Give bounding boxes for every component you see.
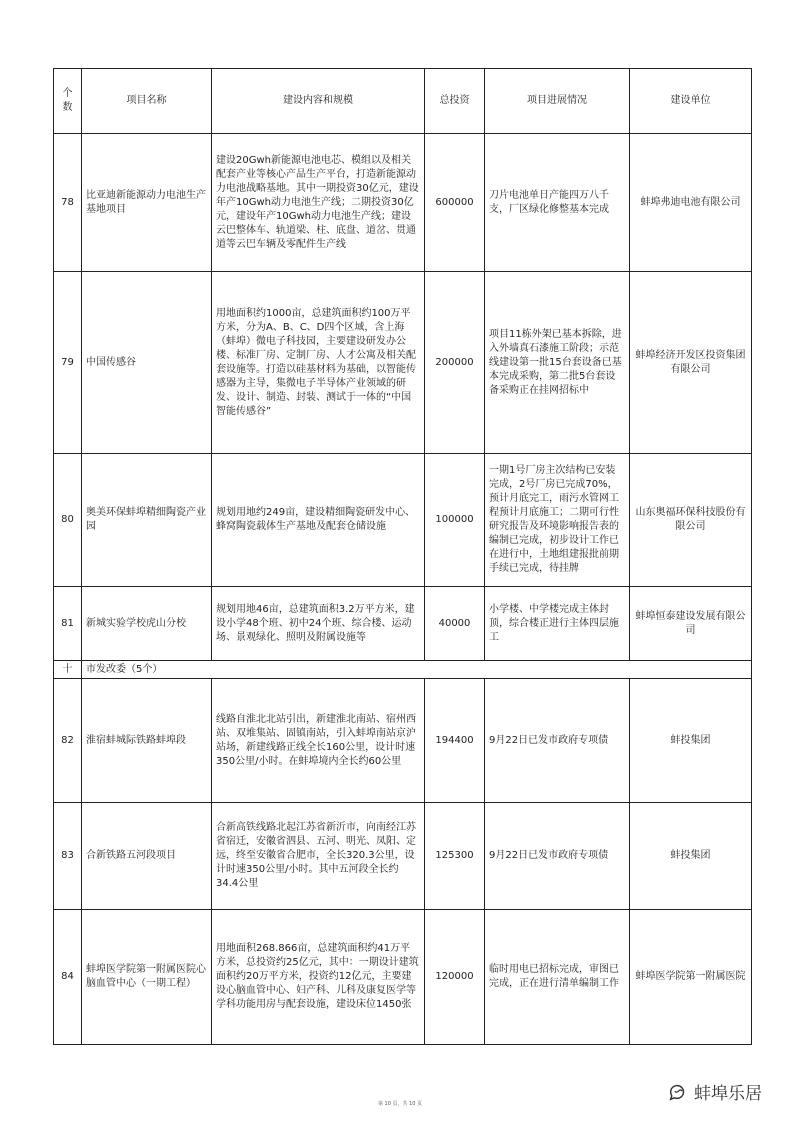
row-index: 79 [54,272,82,454]
row-content: 线路自淮北北站引出，新建淮北南站、宿州西站、双堆集站、固镇南站，引入蚌埠南站京沪站场，新建线路正线全长160公里，设计时速350公里/小时。在蚌埠境内全长约60公里 [212,679,425,803]
section-index: 十 [54,661,82,679]
header-investment: 总投资 [425,69,485,134]
row-progress: 9月22日已发市政府专项债 [485,679,630,803]
watermark [667,1079,762,1104]
row-index: 80 [54,454,82,587]
row-progress: 9月22日已发市政府专项债 [485,803,630,910]
row-name: 奥美环保蚌埠精细陶瓷产业园 [82,454,212,587]
row-investment: 120000 [425,910,485,1045]
row-progress: 小学楼、中学楼完成主体封顶，综合楼正进行主体四层施工 [485,587,630,661]
page-footer: 第 10 页，共 10 页 [377,1101,423,1107]
section-row [54,661,752,679]
row-name: 中国传感谷 [82,272,212,454]
header-index: 个数 [54,69,82,134]
header-name: 项目名称 [82,69,212,134]
header-progress: 项目进展情况 [485,69,630,134]
header-unit: 建设单位 [630,69,752,134]
row-index: 83 [54,803,82,910]
table-row [54,910,752,1045]
section-label: 市发改委（5个） [82,661,752,679]
row-progress: 刀片电池单日产能四万八千支，厂区绿化修整基本完成 [485,134,630,272]
row-index: 84 [54,910,82,1045]
row-investment: 200000 [425,272,485,454]
row-investment: 600000 [425,134,485,272]
table-header-row [54,69,752,134]
row-unit: 蚌投集团 [630,679,752,803]
table-row [54,803,752,910]
row-content: 规划用地约249亩，建设精细陶瓷研发中心、蜂窝陶瓷载体生产基地及配套仓储设施 [212,454,425,587]
row-index: 81 [54,587,82,661]
row-progress: 一期1号厂房主次结构已安装完成，2号厂房已完成70%，预计月底完工，雨污水管网工程预计月底施工；二期可行性研究报告及环境影响报告表的编制已完成，初步设计工作已在进行中，土地组建报批前期手续已完成，待挂牌 [485,454,630,587]
row-content: 建设20Gwh新能源电池电芯、模组以及相关配套产业等核心产品生产平台，打造新能源动力电池战略基地。其中一期投资30亿元，建设年产10Gwh动力电池生产线；二期投资30亿元，建设年产10Gwh动力电池生产线；建设云巴整体车、轨道梁、柱、底盘、道岔、贯通道等云巴车辆及零配件生产线 [212,134,425,272]
row-unit: 蚌埠经济开发区投资集团有限公司 [630,272,752,454]
row-unit: 蚌投集团 [630,803,752,910]
row-name: 新城实验学校虎山分校 [82,587,212,661]
table-row [54,454,752,587]
row-name: 蚌埠医学院第一附属医院心脑血管中心（一期工程） [82,910,212,1045]
row-progress: 临时用电已招标完成，审图已完成，正在进行清单编制工作 [485,910,630,1045]
wechat-chat-icon [667,1081,689,1103]
row-investment: 194400 [425,679,485,803]
table-row [54,134,752,272]
row-name: 比亚迪新能源动力电池生产基地项目 [82,134,212,272]
row-unit: 蚌埠弗迪电池有限公司 [630,134,752,272]
row-content: 用地面积268.866亩，总建筑面积约41万平方米，总投资约25亿元，其中：一期设计建筑面积约20万平方米，投资约12亿元，主要建设心脑血管中心、妇产科、儿科及康复医学等学科功能用房与配套设施，建设床位1450张 [212,910,425,1045]
row-content: 规划用地46亩，总建筑面积3.2万平方米，建设小学48个班、初中24个班、综合楼、运动场、景观绿化、照明及附属设施等 [212,587,425,661]
row-content: 用地面积约1000亩，总建筑面积约100万平方米，分为A、B、C、D四个区域，含上海（蚌埠）微电子科技园，主要建设研发办公楼、标准厂房、定制厂房、人才公寓及相关配套设施等。打造以硅基材料为基础，以智能传感器为主导，集微电子半导体产业领域的研发、设计、制造、封装、测试于一体的“中国智能传感谷” [212,272,425,454]
row-index: 78 [54,134,82,272]
row-name: 合新铁路五河段项目 [82,803,212,910]
row-investment: 125300 [425,803,485,910]
project-table [53,68,752,1045]
header-content: 建设内容和规模 [212,69,425,134]
row-name: 淮宿蚌城际铁路蚌埠段 [82,679,212,803]
table-row [54,679,752,803]
row-investment: 40000 [425,587,485,661]
row-content: 合新高铁线路北起江苏省新沂市，向南经江苏省宿迁，安徽省泗县、五河、明光、凤阳、定远，终至安徽省合肥市，全长320.3公里，设计时速350公里/小时。其中五河段全长约34.4公里 [212,803,425,910]
row-unit: 山东奥福环保科技股份有限公司 [630,454,752,587]
row-progress: 项目11栋外架已基本拆除，进入外墙真石漆施工阶段；示范线建设第一批15台套设备已基本完成采购，第二批5台套设备采购正在挂网招标中 [485,272,630,454]
table-row [54,272,752,454]
watermark-text: 蚌埠乐居 [694,1084,762,1104]
row-index: 82 [54,679,82,803]
table-row [54,587,752,661]
row-unit: 蚌埠恒泰建设发展有限公司 [630,587,752,661]
row-investment: 100000 [425,454,485,587]
row-unit: 蚌埠医学院第一附属医院 [630,910,752,1045]
